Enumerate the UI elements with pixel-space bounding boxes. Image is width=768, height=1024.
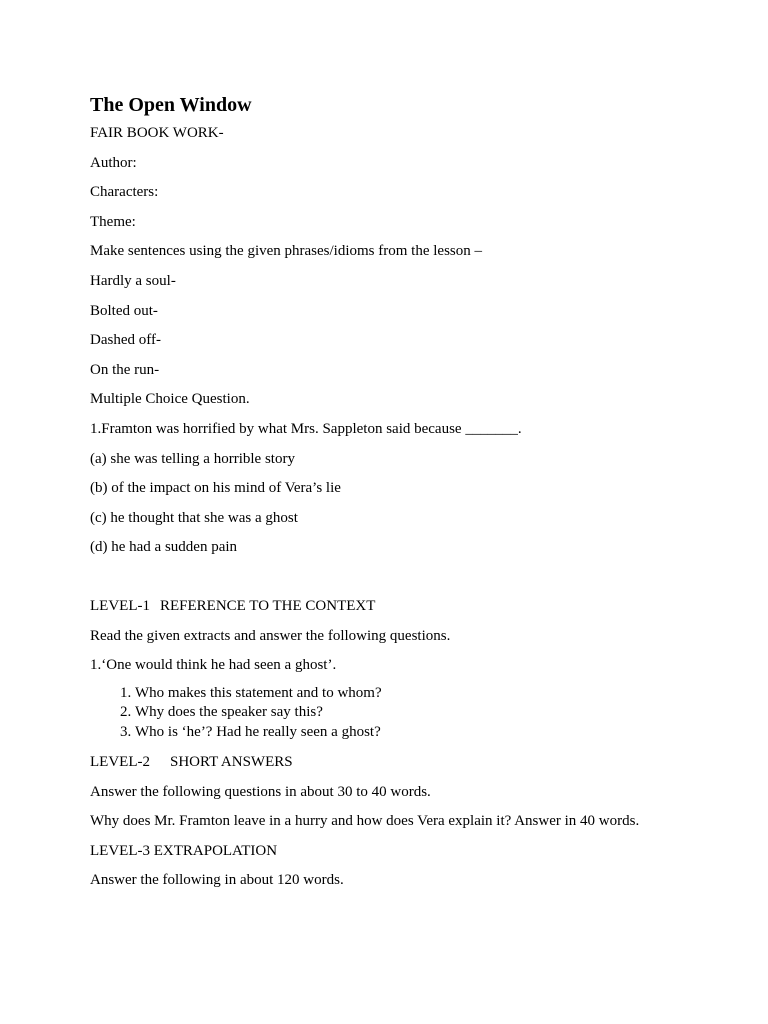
mcq-heading: Multiple Choice Question.	[90, 391, 250, 408]
level2-instruction: Answer the following questions in about 30 to 40 words.	[90, 783, 431, 800]
characters-label: Characters:	[90, 184, 159, 201]
level1-title: REFERENCE TO THE CONTEXT	[159, 597, 376, 614]
level2-question: Why does Mr. Framton leave in a hurry and how does Vera explain it? Answer in 40 words.	[90, 813, 640, 830]
mcq-option: (d) he had a sudden pain	[90, 539, 238, 556]
make-sentences-instruction: Make sentences using the given phrases/idioms from the lesson –	[90, 243, 483, 260]
phrase-item: Dashed off-	[90, 332, 161, 349]
list-item: 2. Why does the speaker say this?	[135, 703, 690, 722]
mcq-option: (c) he thought that she was a ghost	[90, 509, 298, 526]
level1-heading	[90, 597, 690, 615]
phrase-item: Hardly a soul-	[90, 272, 176, 289]
level1-question-list	[90, 684, 690, 742]
level1-instruction: Read the given extracts and answer the following questions.	[90, 627, 451, 644]
theme-label: Theme:	[90, 213, 136, 230]
document-body	[90, 92, 690, 901]
phrase-item: On the run-	[90, 361, 160, 378]
level2-heading	[90, 753, 690, 771]
list-item: 1. Who makes this statement and to whom?	[135, 684, 690, 703]
level2-label: LEVEL-2	[90, 753, 150, 770]
level1-label: LEVEL-1	[90, 597, 150, 614]
level3-heading: LEVEL-3 EXTRAPOLATION	[90, 842, 278, 859]
mcq-option: (b) of the impact on his mind of Vera’s lie	[90, 480, 341, 497]
author-label: Author:	[90, 154, 137, 171]
page-title: The Open Window	[90, 94, 252, 116]
level1-extract: 1.‘One would think he had seen a ghost’.	[90, 657, 337, 674]
mcq-option: (a) she was telling a horrible story	[90, 450, 295, 467]
level3-instruction: Answer the following in about 120 words.	[90, 872, 344, 889]
phrase-item: Bolted out-	[90, 302, 158, 319]
fair-book-work-heading: FAIR BOOK WORK-	[90, 125, 224, 141]
mcq-question: 1.Framton was horrified by what Mrs. Sappleton said because _______.	[90, 420, 522, 437]
section-spacer	[90, 568, 690, 597]
level2-title: SHORT ANSWERS	[169, 753, 293, 770]
list-item: 3. Who is ‘he’? Had he really seen a ghost?	[135, 723, 690, 742]
